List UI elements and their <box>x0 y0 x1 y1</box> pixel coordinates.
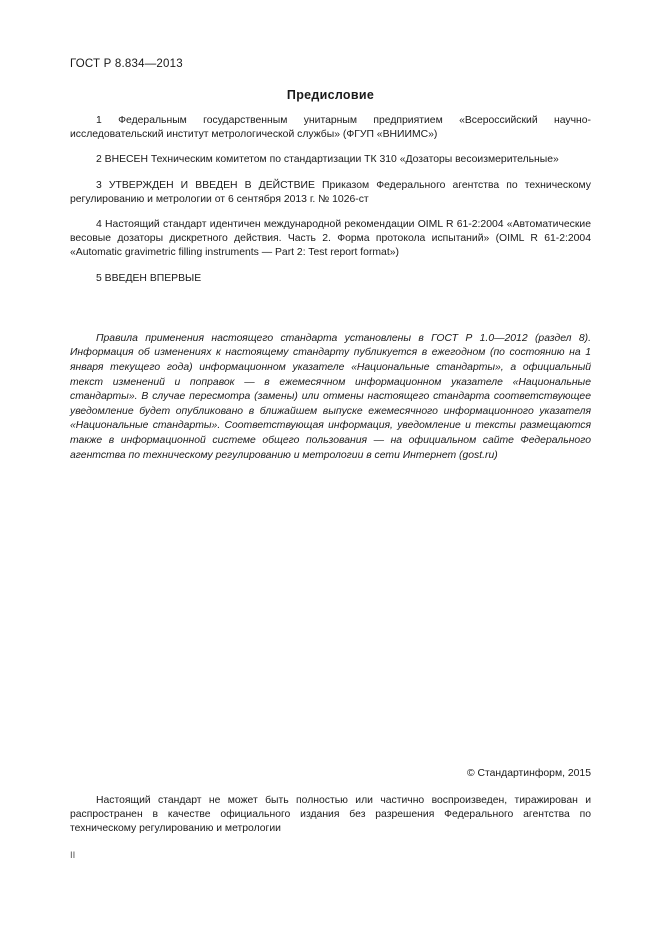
copyright-line: © Стандартинформ, 2015 <box>466 768 591 779</box>
paragraph-3: 3 УТВЕРЖДЕН И ВВЕДЕН В ДЕЙСТВИЕ Приказом Федерального агентства по техническому регулированию и метрологии от 6 сентября 2013 г. № 1026-ст <box>70 179 591 205</box>
page-number: II <box>70 850 76 861</box>
paragraph-5: 5 ВВЕДЕН ВПЕРВЫЕ <box>96 272 202 284</box>
paragraph-1: 1 Федеральным государственным унитарным предприятием «Всероссийский научно-исследовательский институт метрологической службы» (ФГУП «ВНИИМС») <box>70 115 591 141</box>
reproduction-note: Настоящий стандарт не может быть полностью или частично воспроизведен, тиражирован и распространен в качестве официального издания без разрешения Федерального агентства по техническому регулированию и метрологии <box>70 795 591 835</box>
application-rules-notice: Правила применения настоящего стандарта установлены в ГОСТ Р 1.0—2012 (раздел 8). Информация об изменениях к настоящему стандарту публикуется в ежегодном (по состоянию на 1 января текущего года) информационном указателе «Национальные стандарты», а официальный текст изменений и поправок — в ежемесячном информационном указателе «Национальные стандарты». В случае пересмотра (замены) или отмены настоящего стандарта соответствующее уведомление будет опубликовано в ближайшем выпуске ежемесячного информационного указателя «Национальные стандарты». Соответствующая информация, уведомление и тексты размещаются также в информационной системе общего пользования — на официальном сайте Федерального агентства по техническому регулированию и метрологии в сети Интернет (gost.ru) <box>70 332 591 461</box>
paragraph-2: 2 ВНЕСЕН Техническим комитетом по стандартизации ТК 310 «Дозаторы весоизмерительные» <box>96 154 559 166</box>
standard-code: ГОСТ Р 8.834—2013 <box>70 58 183 70</box>
page-title: Предисловие <box>286 88 375 102</box>
document-body <box>70 114 591 474</box>
paragraph-4: 4 Настоящий стандарт идентичен международной рекомендации OIML R 61-2:2004 «Автоматические весовые дозаторы дискретного действия. Часть 2. Форма протокола испытаний» (OIML R 61-2:2004 «Automatic gravimetric filling instruments — Part 2: Test report format») <box>70 219 591 259</box>
